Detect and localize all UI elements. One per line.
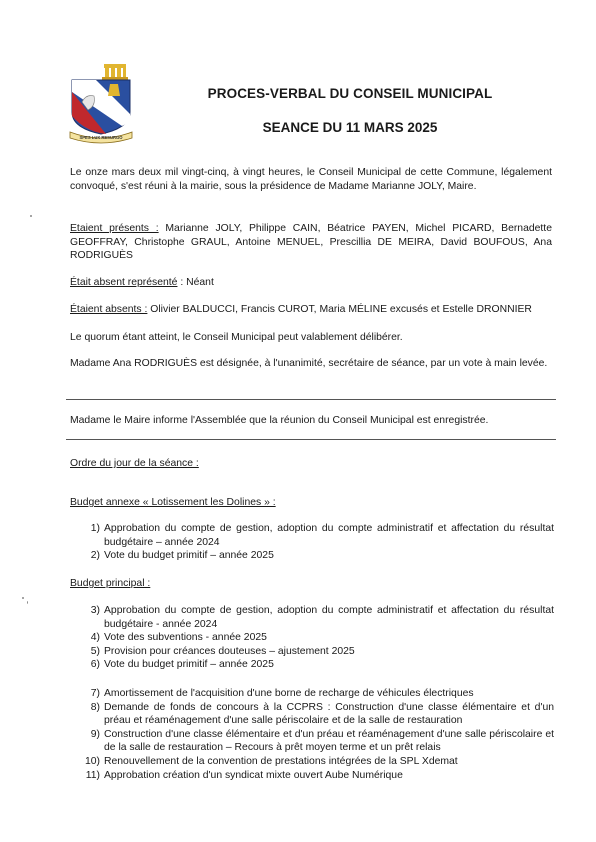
agenda-item [82,522,554,549]
svg-text:SPES LUX RESURGO: SPES LUX RESURGO [79,135,123,140]
session-date-title: SEANCE DU 11 MARS 2025 [262,120,438,135]
agenda-item [82,549,554,563]
agenda-item-number: 1) [90,523,100,534]
coat-of-arms-logo [66,62,136,144]
agenda-item-text: Provision pour créances douteuses – ajustement 2025 [104,645,355,657]
agenda-item-number: 9) [90,728,100,740]
represented-members [70,276,552,290]
agenda-item-text: Approbation création d'un syndicat mixte ouvert Aube Numérique [104,769,403,781]
present-label: Etaient présents : [70,223,159,234]
agenda-item-number: 11) [85,769,100,781]
agenda-item-number: 4) [90,632,100,644]
represented-label: Était absent représenté [70,277,178,288]
recording-statement: Madame le Maire informe l'Assemblée que la réunion du Conseil Municipal est enregistrée. [70,415,489,426]
absent-members [70,303,552,317]
quorum-statement: Le quorum étant atteint, le Conseil Municipal peut valablement délibérer. [70,332,403,343]
agenda-item-text: Approbation du compte de gestion, adoption du compte administratif et affectation du résultat budgétaire - année 2024 [104,605,554,630]
agenda-item-number: 5) [90,645,100,657]
agenda-item-text: Renouvellement de la convention de prestations intégrées de la SPL Xdemat [104,755,458,767]
budget-annexe-list [82,522,554,563]
absent-names: Olivier BALDUCCI, Francis CUROT, Maria MÉLINE excusés et Estelle DRONNIER [147,304,532,315]
agenda-item-number: 8) [90,701,100,713]
agenda-item [82,755,554,769]
agenda-item [82,645,554,659]
present-members [70,222,552,263]
budget-annexe-title: Budget annexe « Lotissement les Dolines » : [70,497,276,508]
agenda-item-number: 3) [90,605,100,616]
scan-speck [30,215,32,217]
agenda-item [82,604,554,631]
agenda-item-text: Approbation du compte de gestion, adoption du compte administratif et affectation du résultat budgétaire – année 2024 [104,523,554,548]
divider-top [66,399,556,400]
intro-paragraph: Le onze mars deux mil vingt-cinq, à vingt heures, le Conseil Municipal de cette Commune, légalement convoqué, s'est réuni à la mairie, sous la présidence de Madame Marianne JOLY, Maire. [70,167,552,192]
agenda-item-number: 6) [90,659,100,671]
agenda-title: Ordre du jour de la séance : [70,458,199,469]
agenda-item [82,658,554,672]
budget-principal-title: Budget principal : [70,578,151,589]
absent-label: Étaient absents : [70,304,148,315]
agenda-item [82,687,554,701]
represented-value: : Néant [177,277,214,288]
agenda-item [82,631,554,645]
agenda-item-text: Amortissement de l'acquisition d'une borne de recharge de véhicules électriques [104,688,474,699]
agenda-item-number: 7) [90,688,100,699]
scan-speck [27,601,28,604]
agenda-item-text: Vote du budget primitif – année 2025 [104,550,274,562]
agenda-item [82,769,554,783]
divider-bottom [66,439,556,440]
scan-speck [22,597,24,599]
present-names: Marianne JOLY, Philippe CAIN, Béatrice PAYEN, Michel PICARD, Bernadette GEOFFRAY, Christophe GRAUL, Antoine MENUEL, Prescillia DE MEIRA, David BOUFOUS, Ana RODRIGUÈS [70,223,552,262]
agenda-item-text: Demande de fonds de concours à la CCPRS : Construction d'une classe élémentaire et d'un préau et réaménagement d'une salle périscolaire et de la salle de restauration [104,701,554,727]
agenda-item [82,701,554,728]
agenda-item-text: Vote des subventions - année 2025 [104,632,267,644]
budget-principal-list [82,604,554,672]
agenda-item-text: Construction d'une classe élémentaire et d'un préau et réaménagement d'une salle périscolaire et de la salle de restauration – Recours à prêt moyen terme et un prêt relais [104,728,554,754]
document-title: PROCES-VERBAL DU CONSEIL MUNICIPAL [207,86,493,101]
agenda-item-number: 10) [84,755,100,767]
other-agenda-list [82,687,554,782]
agenda-item-text: Vote du budget primitif – année 2025 [104,659,274,671]
secretary-statement: Madame Ana RODRIGUÈS est désignée, à l'unanimité, secrétaire de séance, par un vote à main levée. [70,358,548,369]
agenda-item-number: 2) [90,550,100,562]
agenda-item [82,728,554,755]
